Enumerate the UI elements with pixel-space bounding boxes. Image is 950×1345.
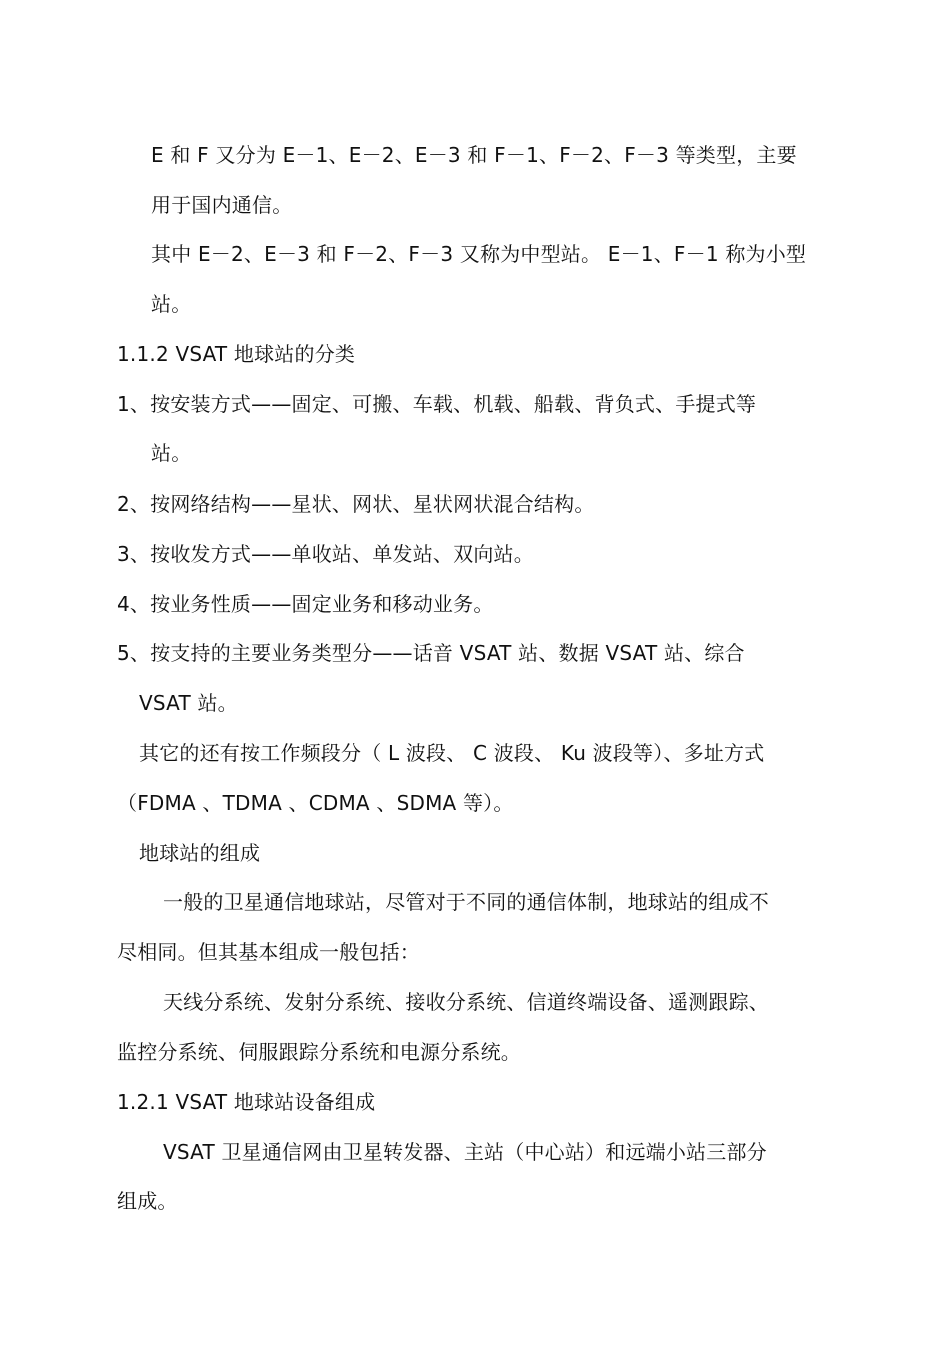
text-line: 站。 <box>151 441 192 465</box>
text-line: 组成。 <box>117 1189 178 1213</box>
text-line: 尽相同。但其基本组成一般包括： <box>117 940 420 964</box>
text-line: 监控分系统、伺服跟踪分系统和电源分系统。 <box>117 1040 521 1064</box>
list-item: 4、按业务性质——固定业务和移动业务。 <box>117 592 494 616</box>
list-item: 1、按安装方式——固定、可搬、车载、机载、船载、背负式、手提式等 <box>117 392 757 416</box>
text-line: VSAT 站。 <box>139 691 238 715</box>
list-item: 5、按支持的主要业务类型分——话音 VSAT 站、数据 VSAT 站、综合 <box>117 641 745 665</box>
list-item: 2、按网络结构——星状、网状、星状网状混合结构。 <box>117 492 595 516</box>
section-heading: 1.2.1 VSAT 地球站设备组成 <box>117 1090 376 1114</box>
text-line: 其中 E－2、E－3 和 F－2、F－3 又称为中型站。 E－1、F－1 称为小型 <box>151 242 807 266</box>
section-heading: 1.1.2 VSAT 地球站的分类 <box>117 342 356 366</box>
text-line: 用于国内通信。 <box>151 193 293 217</box>
text-line: 其它的还有按工作频段分（ L 波段、 C 波段、 Ku 波段等）、多址方式 <box>139 741 765 765</box>
text-line: E 和 F 又分为 E－1、E－2、E－3 和 F－1、F－2、F－3 等类型，主要 <box>151 143 797 167</box>
text-line: VSAT 卫星通信网由卫星转发器、主站（中心站）和远端小站三部分 <box>163 1140 767 1164</box>
list-item: 3、按收发方式——单收站、单发站、双向站。 <box>117 542 534 566</box>
text-line: 天线分系统、发射分系统、接收分系统、信道终端设备、遥测跟踪、 <box>163 990 769 1014</box>
text-line: 一般的卫星通信地球站，尽管对于不同的通信体制，地球站的组成不 <box>163 890 769 914</box>
text-line: 站。 <box>151 292 192 316</box>
text-line: （FDMA 、TDMA 、CDMA 、SDMA 等）。 <box>117 791 514 815</box>
section-heading: 地球站的组成 <box>139 841 261 865</box>
